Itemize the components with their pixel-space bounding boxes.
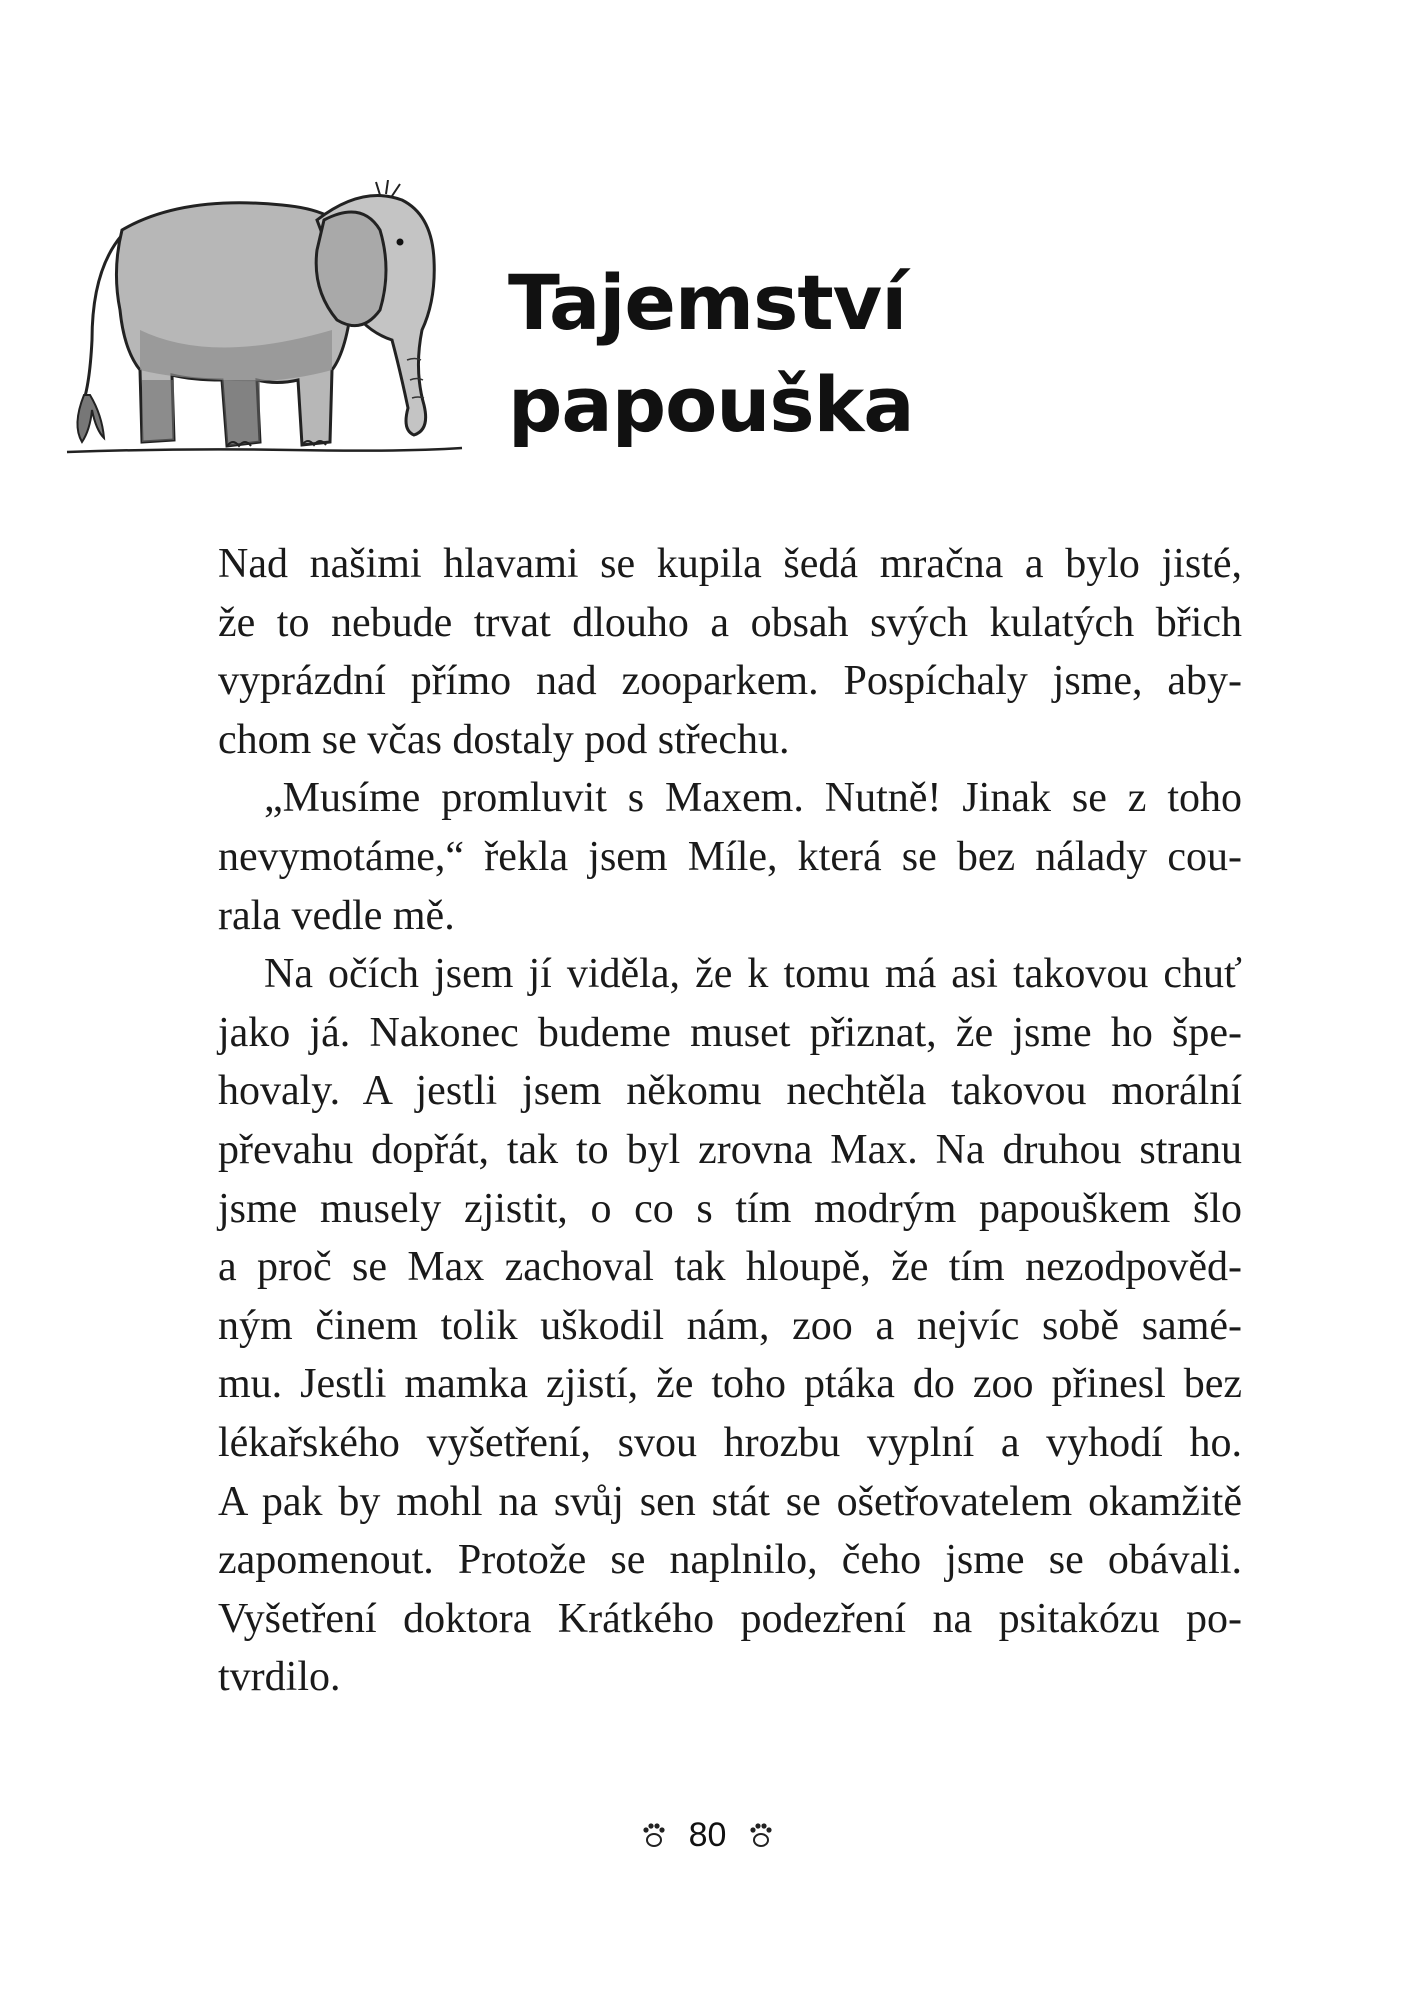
text-line <box>218 1062 1242 1121</box>
paragraph <box>218 535 1242 769</box>
text-line-content: ným činem tolik uškodil nám, zoo a nejvíc sobě samé- <box>218 1302 1242 1349</box>
text-line-content: hovaly. A jestli jsem někomu nechtěla takovou morální <box>218 1068 1242 1115</box>
text-line <box>218 652 1242 711</box>
chapter-body <box>218 535 1242 1707</box>
chapter-title-line-2: papouška <box>508 360 914 449</box>
text-line-content: vyprázdní přímo nad zooparkem. Pospíchaly jsme, aby- <box>218 658 1242 705</box>
text-line-content: „Musíme promluvit s Maxem. Nutně! Jinak se z toho <box>264 775 1242 822</box>
text-line <box>218 1414 1242 1473</box>
text-line <box>218 1531 1242 1590</box>
text-line <box>218 769 1242 828</box>
text-line <box>218 594 1242 653</box>
paragraph <box>218 945 1242 1707</box>
text-line <box>218 1473 1242 1532</box>
text-line <box>218 1238 1242 1297</box>
text-line-content: a proč se Max zachoval tak hloupě, že tím nezodpověd- <box>218 1244 1242 1291</box>
text-line <box>218 1648 1242 1707</box>
text-line <box>218 945 1242 1004</box>
text-line-content: A pak by mohl na svůj sen stát se ošetřovatelem okamžitě <box>218 1478 1242 1525</box>
page-number: 80 <box>688 1815 727 1854</box>
text-line <box>218 535 1242 594</box>
paw-print-icon <box>639 1820 669 1850</box>
text-line-content: jsme musely zjistit, o co s tím modrým papouškem šlo <box>218 1185 1242 1232</box>
text-line-content: nevymotáme,“ řekla jsem Míle, která se bez nálady cou- <box>218 833 1242 880</box>
text-line-content: Vyšetření doktora Krátkého podezření na psitakózu po- <box>218 1595 1242 1642</box>
text-line-content: tvrdilo. <box>218 1654 341 1701</box>
text-line-content: Nad našimi hlavami se kupila šedá mračna a bylo jisté, <box>218 541 1242 587</box>
text-line <box>218 1355 1242 1414</box>
paw-print-icon <box>746 1820 776 1850</box>
text-line <box>218 1180 1242 1239</box>
text-line-content: Na očích jsem jí viděla, že k tomu má asi takovou chuť <box>264 951 1242 998</box>
text-line <box>218 1004 1242 1063</box>
text-line <box>218 887 1242 946</box>
text-line-content: jako já. Nakonec budeme muset přiznat, že jsme ho špe- <box>218 1009 1242 1056</box>
chapter-title-line-1: Tajemství <box>508 258 907 347</box>
text-line <box>218 1121 1242 1180</box>
page-footer <box>0 1810 1415 1860</box>
text-line <box>218 1297 1242 1356</box>
text-line-content: že to nebude trvat dlouho a obsah svých kulatých břich <box>218 599 1242 646</box>
text-line-content: mu. Jestli mamka zjistí, že toho ptáka do zoo přinesl bez <box>218 1361 1242 1408</box>
text-line-content: chom se včas dostaly pod střechu. <box>218 716 790 763</box>
chapter-title <box>508 252 913 456</box>
paragraph <box>218 769 1242 945</box>
text-line-content: převahu dopřát, tak to byl zrovna Max. Na druhou stranu <box>218 1126 1242 1173</box>
text-line <box>218 1590 1242 1649</box>
text-line-content: zapomenout. Protože se naplnilo, čeho jsme se obávali. <box>218 1537 1242 1584</box>
text-line-content: rala vedle mě. <box>218 892 455 939</box>
text-line-content: lékařského vyšetření, svou hrozbu vyplní a vyhodí ho. <box>218 1419 1242 1466</box>
text-line <box>218 711 1242 770</box>
text-line <box>218 828 1242 887</box>
elephant-icon <box>62 180 472 480</box>
